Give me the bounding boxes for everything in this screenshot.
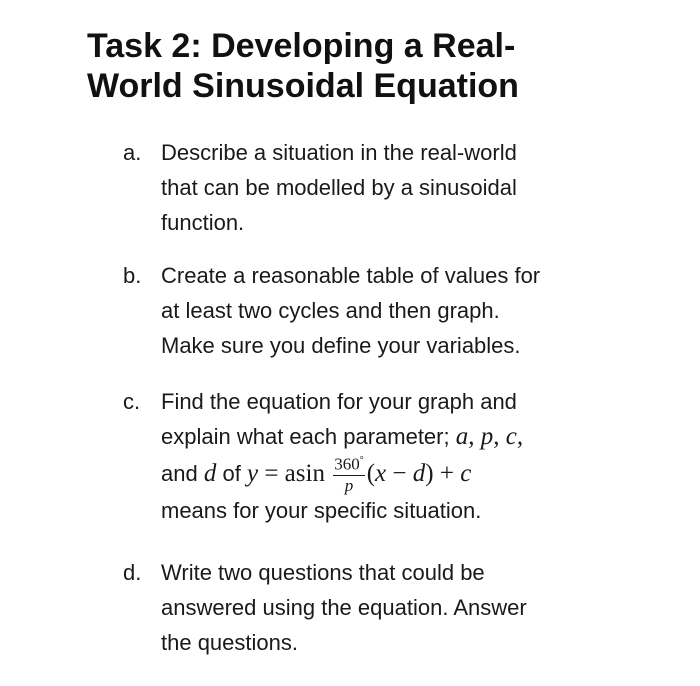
- item-a-line-3: function.: [161, 210, 245, 235]
- item-b-line-1: Create a reasonable table of values for: [161, 263, 541, 288]
- item-marker-a: a.: [123, 140, 142, 165]
- param-d: d: [203, 460, 217, 488]
- eq-fraction-denominator: p: [344, 475, 354, 495]
- item-c-line-2-prefix: explain what each parameter;: [161, 424, 450, 449]
- eq-c: c: [460, 460, 472, 488]
- param-c: c: [505, 423, 517, 450]
- item-b-line-3: Make sure you define your variables.: [161, 333, 521, 358]
- param-p: p: [480, 423, 494, 450]
- task-title: [87, 26, 687, 106]
- item-d-line-3: the questions.: [161, 630, 298, 655]
- eq-plus: +: [439, 460, 454, 488]
- item-c-line-2: [161, 419, 683, 454]
- list-item-c: [123, 384, 683, 528]
- item-c-line-1: Find the equation for your graph and: [161, 389, 517, 414]
- item-c-line-4: means for your specific situation.: [161, 498, 482, 523]
- of-word: of: [222, 461, 241, 487]
- param-a: a: [455, 423, 469, 450]
- eq-minus: −: [392, 460, 407, 488]
- item-text-a: [161, 135, 683, 240]
- item-d-line-1: Write two questions that could be: [161, 560, 485, 585]
- list-item-d: [123, 555, 683, 660]
- item-marker-b: b.: [123, 263, 142, 288]
- item-a-line-1: Describe a situation in the real-world: [161, 140, 517, 165]
- eq-close-paren: ): [425, 460, 434, 488]
- item-b-line-2: at least two cycles and then graph.: [161, 298, 500, 323]
- task-title-line-2: World Sinusoidal Equation: [87, 67, 519, 105]
- eq-asin: asin: [284, 460, 325, 488]
- eq-y: y: [246, 460, 259, 488]
- item-d-line-2: answered using the equation. Answer: [161, 595, 527, 620]
- and-word: and: [161, 461, 198, 487]
- eq-open-paren: (: [366, 460, 376, 488]
- list-item-a: [123, 135, 683, 240]
- eq-fraction-numerator: 360°: [333, 452, 365, 476]
- item-text-d: [161, 555, 683, 660]
- item-text-b: [161, 258, 683, 363]
- sinusoidal-equation: [246, 454, 472, 495]
- eq-d: d: [412, 460, 426, 488]
- list-item-b: [123, 258, 683, 363]
- item-marker-c: c.: [123, 389, 141, 414]
- task-title-line-1: Task 2: Developing a Real-: [87, 27, 516, 65]
- item-a-line-2: that can be modelled by a sinusoidal: [161, 175, 517, 200]
- item-marker-d: d.: [123, 560, 142, 585]
- param-list: a, p, c,: [455, 423, 524, 450]
- eq-equals: =: [264, 460, 279, 488]
- eq-fraction: [333, 452, 365, 495]
- item-c-line-3: [161, 454, 683, 495]
- eq-x: x: [375, 460, 387, 488]
- item-text-c: [161, 384, 683, 528]
